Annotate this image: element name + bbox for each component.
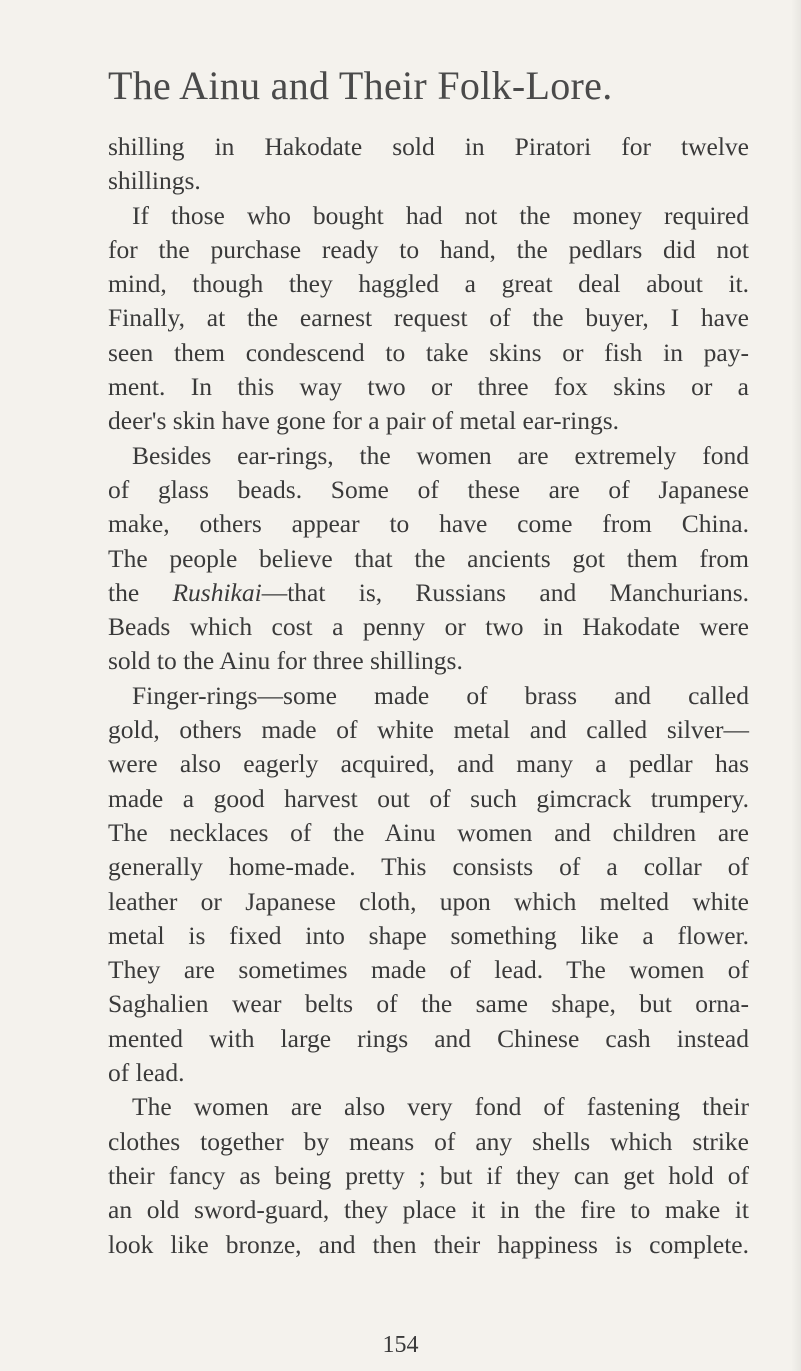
text-line: leather or Japanese cloth, upon which melted white — [108, 886, 749, 916]
text-line: Finally, at the earnest request of the buyer, I have — [108, 303, 749, 333]
text-line: made a good harvest out of such gimcrack trumpery. — [108, 783, 749, 813]
text-line: of glass beads. Some of these are of Japanese — [108, 474, 749, 504]
text-line: look like bronze, and then their happiness is complete. — [108, 1229, 749, 1259]
text-line: were also eagerly acquired, and many a pedlar has — [108, 749, 749, 779]
page-edge-shadow — [791, 0, 801, 1371]
text-line: deer's skin have gone for a pair of metal ear-rings. — [108, 406, 620, 436]
text-line: metal is fixed into shape something like a flower. — [108, 920, 749, 950]
text-line: They are sometimes made of lead. The women of — [108, 955, 749, 985]
text-line: shilling in Hakodate sold in Piratori for twelve — [108, 132, 749, 161]
running-head: The Ainu and Their Folk-Lore. — [108, 63, 613, 108]
text-line: Saghalien wear belts of the same shape, but orna- — [108, 989, 749, 1019]
text-line: an old sword-guard, they place it in the fire to make it — [108, 1195, 749, 1225]
text-line: Beads which cost a penny or two in Hakodate were — [108, 612, 749, 642]
text-line: gold, others made of white metal and called silver— — [108, 715, 749, 745]
text-line: their fancy as being pretty ; but if they can get hold of — [108, 1160, 749, 1190]
text-line: ment. In this way two or three fox skins or a — [108, 372, 749, 402]
paragraph-start-line: If those who bought had not the money required — [132, 200, 749, 230]
text-line: for the purchase ready to hand, the pedlars did not — [108, 234, 749, 264]
text-line: generally home-made. This consists of a collar of — [108, 852, 749, 882]
text-line: The people believe that the ancients got them from — [108, 543, 749, 573]
text-line: seen them condescend to take skins or fish in pay- — [108, 337, 749, 367]
paragraph-start-line: Besides ear-rings, the women are extremely fond — [132, 440, 749, 470]
text-fragment: —that is, Russians and Manchurians. — [261, 577, 750, 607]
text-line-with-italic — [108, 576, 749, 610]
text-line: shillings. — [108, 166, 201, 196]
text-line: sold to the Ainu for three shillings. — [108, 646, 463, 676]
text-line: make, others appear to have come from China. — [108, 509, 749, 539]
text-fragment: the — [108, 577, 173, 607]
text-line: clothes together by means of any shells which strike — [108, 1126, 749, 1156]
paragraph-start-line: Finger-rings—some made of brass and called — [132, 680, 749, 710]
paragraph-start-line: The women are also very fond of fastening their — [132, 1092, 749, 1122]
text-line: The necklaces of the Ainu women and children are — [108, 817, 749, 847]
body-text — [108, 130, 749, 1262]
italic-term: Rushikai — [172, 577, 262, 607]
page-number: 154 — [382, 1332, 419, 1358]
text-line: mind, though they haggled a great deal about it. — [108, 269, 749, 299]
text-line: mented with large rings and Chinese cash instead — [108, 1023, 749, 1053]
text-line: of lead. — [108, 1058, 185, 1088]
